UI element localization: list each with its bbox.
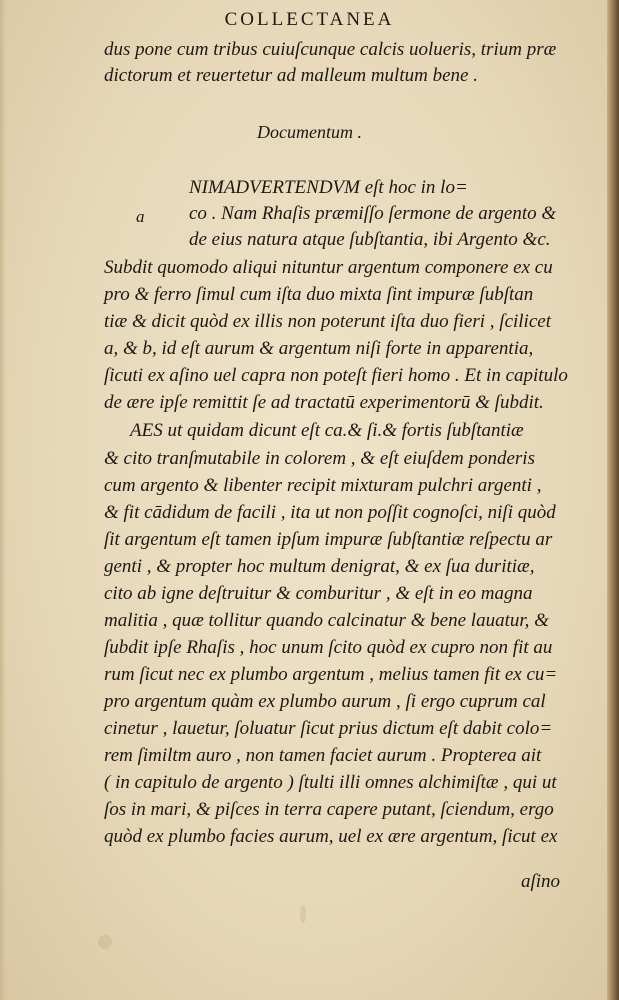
text-line: rum ſicut nec ex plumbo argentum , melius tamen fit ex cu=: [104, 664, 558, 685]
text-line: AES ut quidam dicunt eſt ca.& ſi.& fortis ſubſtantiæ: [130, 420, 524, 441]
text-line: cum argento & libenter recipit mixturam pulchri argenti ,: [104, 475, 542, 496]
margin-note: a: [136, 207, 145, 226]
text-line: a, & b, id eſt aurum & argentum niſi forte in apparentia,: [104, 338, 534, 359]
text-line: ( in capitulo de argento ) ſtulti illi omnes alchimiſtæ , qui ut: [104, 772, 557, 793]
running-head: COLLECTANEA: [224, 9, 395, 30]
text-line: cito ab igne deſtruitur & comburitur , & eſt in eo magna: [104, 583, 533, 604]
text-line: rem ſimiltm auro , non tamen faciet aurum . Propterea ait: [104, 745, 542, 766]
text-line: quòd ex plumbo facies aurum, uel ex ære argentum, ſicut ex: [104, 826, 558, 847]
text-line: genti , & propter hoc multum denigrat, & ex ſua duritiæ,: [104, 556, 535, 577]
text-line: dictorum et reuertetur ad malleum multum bene .: [104, 65, 478, 86]
text-line: & cito tranſmutabile in colorem , & eſt eiuſdem ponderis: [104, 448, 535, 469]
paper-stain: [300, 905, 306, 923]
text-line: malitia , quæ tollitur quando calcinatur & bene lauatur, &: [104, 610, 549, 631]
text-line: ſubdit ipſe Rhaſis , hoc unum ſcito quòd ex cupro non fit au: [104, 637, 553, 658]
paper-stain: [98, 935, 112, 949]
page-left-edge: [0, 0, 6, 1000]
text-line: Subdit quomodo aliqui nituntur argentum componere ex cu: [104, 257, 553, 278]
text-line: tiæ & dicit quòd ex illis non poterunt iſta duo fieri , ſcilicet: [104, 311, 551, 332]
text-line: ſicuti ex aſino uel capra non poteſt fieri homo . Et in capitulo: [104, 365, 568, 386]
text-line: pro argentum quàm ex plumbo aurum , ſi ergo cuprum cal: [104, 691, 546, 712]
text-line: cinetur , lauetur, ſoluatur ſicut prius dictum eſt dabit colo=: [104, 718, 553, 739]
text-line: de ære ipſe remittit ſe ad tractatū experimentorū & ſubdit.: [104, 392, 544, 413]
catchword: aſino: [521, 871, 561, 892]
text-line: ſit argentum eſt tamen ipſum impuræ ſubſtantiæ reſpectu ar: [104, 529, 553, 550]
text-line: pro & ferro ſimul cum iſta duo mixta ſint impuræ ſubſtan: [104, 284, 534, 305]
text-line: dus pone cum tribus cuiuſcunque calcis uolueris, trium præ: [104, 39, 557, 60]
page-binding-edge: [607, 0, 619, 1000]
text-line: co . Nam Rhaſis præmiſſo ſermone de argento &: [189, 203, 557, 224]
text-line: ſos in mari, & piſces in terra capere putant, ſciendum, ergo: [104, 799, 554, 820]
text-line: NIMADVERTENDVM eſt hoc in lo=: [189, 177, 468, 198]
text-line: de eius natura atque ſubſtantia, ibi Argento &c.: [189, 229, 551, 250]
text-line: & fit cādidum de facili , ita ut non poſſit cognoſci, niſi quòd: [104, 502, 556, 523]
section-heading: Documentum .: [257, 122, 362, 142]
